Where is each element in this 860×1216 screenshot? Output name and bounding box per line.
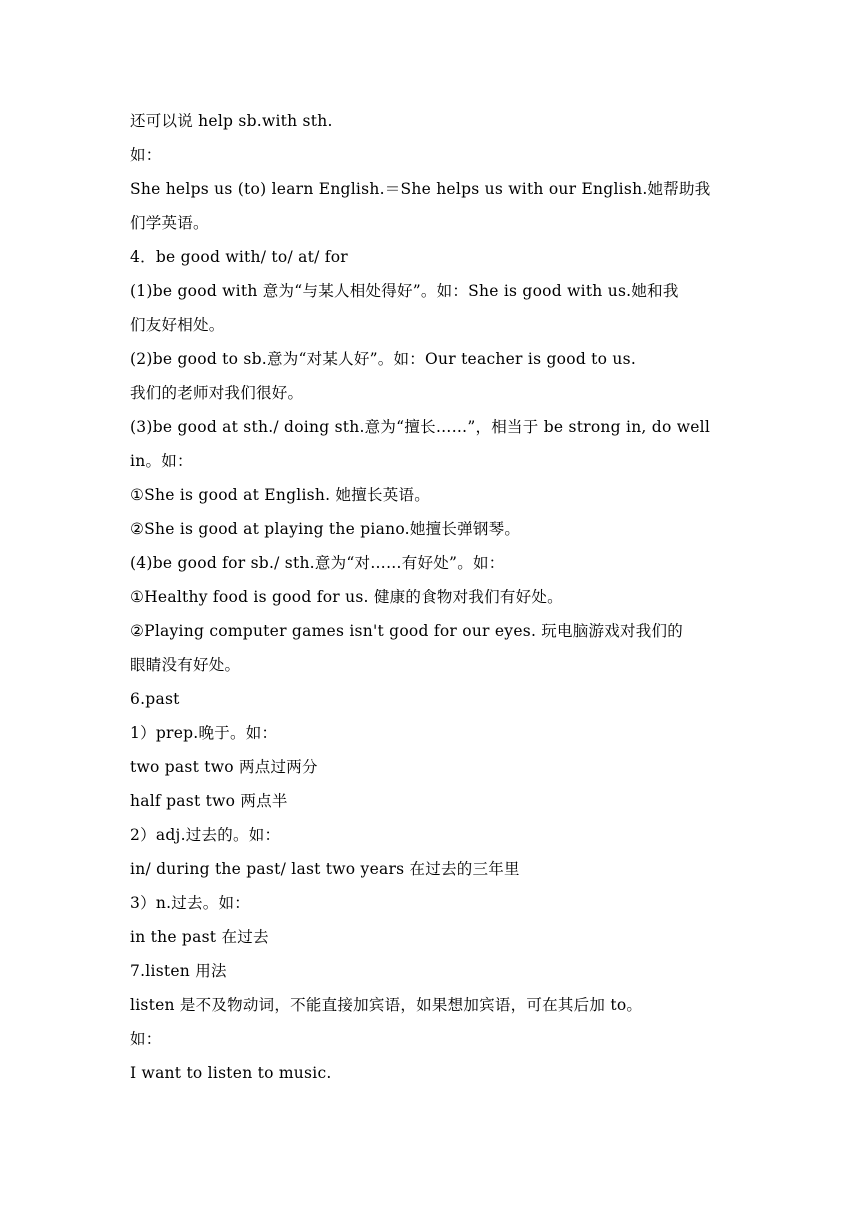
example-line: half past two 两点半	[130, 792, 288, 810]
text-line: 2）adj.过去的。如：	[130, 826, 281, 844]
text-line: 1）prep.晚于。如：	[130, 724, 278, 742]
text-line: 还可以说 help sb.with sth.	[130, 112, 333, 130]
text-line: 我们的老师对我们很好。	[130, 384, 304, 402]
document-body	[130, 109, 740, 1095]
example-line: two past two 两点过两分	[130, 758, 318, 776]
example-line: ①Healthy food is good for us. 健康的食物对我们有好处。	[130, 588, 563, 606]
text-line: 们学英语。	[130, 214, 209, 232]
text-line: (4)be good for sb./ sth.意为“对……有好处”。如：	[130, 554, 505, 572]
section-heading: 6.past	[130, 690, 180, 708]
section-heading: 4．be good with/ to/ at/ for	[130, 248, 348, 266]
text-line: (1)be good with 意为“与某人相处得好”。如：She is good with us.她和我	[130, 282, 679, 300]
text-line: listen 是不及物动词，不能直接加宾语，如果想加宾语，可在其后加 to。	[130, 996, 643, 1014]
example-line: in the past 在过去	[130, 928, 269, 946]
example-line: ②She is good at playing the piano.她擅长弹钢琴。	[130, 520, 521, 538]
example-line: in/ during the past/ last two years 在过去的三年里	[130, 860, 520, 878]
text-line: 眼睛没有好处。	[130, 656, 241, 674]
text-line: in。如：	[130, 452, 193, 470]
text-line: (3)be good at sth./ doing sth.意为“擅长……”，相当于 be strong in, do well	[130, 418, 711, 436]
text-line: 们友好相处。	[130, 316, 225, 334]
text-line: She helps us (to) learn English.＝She helps us with our English.她帮助我	[130, 180, 711, 198]
section-heading: 7.listen 用法	[130, 962, 227, 980]
text-line: 如：	[130, 146, 162, 164]
example-line: ②Playing computer games isn't good for our eyes. 玩电脑游戏对我们的	[130, 622, 684, 640]
text-line: 3）n.过去。如：	[130, 894, 251, 912]
example-line: I want to listen to music.	[130, 1064, 332, 1082]
text-line: (2)be good to sb.意为“对某人好”。如：Our teacher is good to us.	[130, 350, 637, 368]
example-line: ①She is good at English. 她擅长英语。	[130, 486, 430, 504]
text-line: 如：	[130, 1030, 162, 1048]
